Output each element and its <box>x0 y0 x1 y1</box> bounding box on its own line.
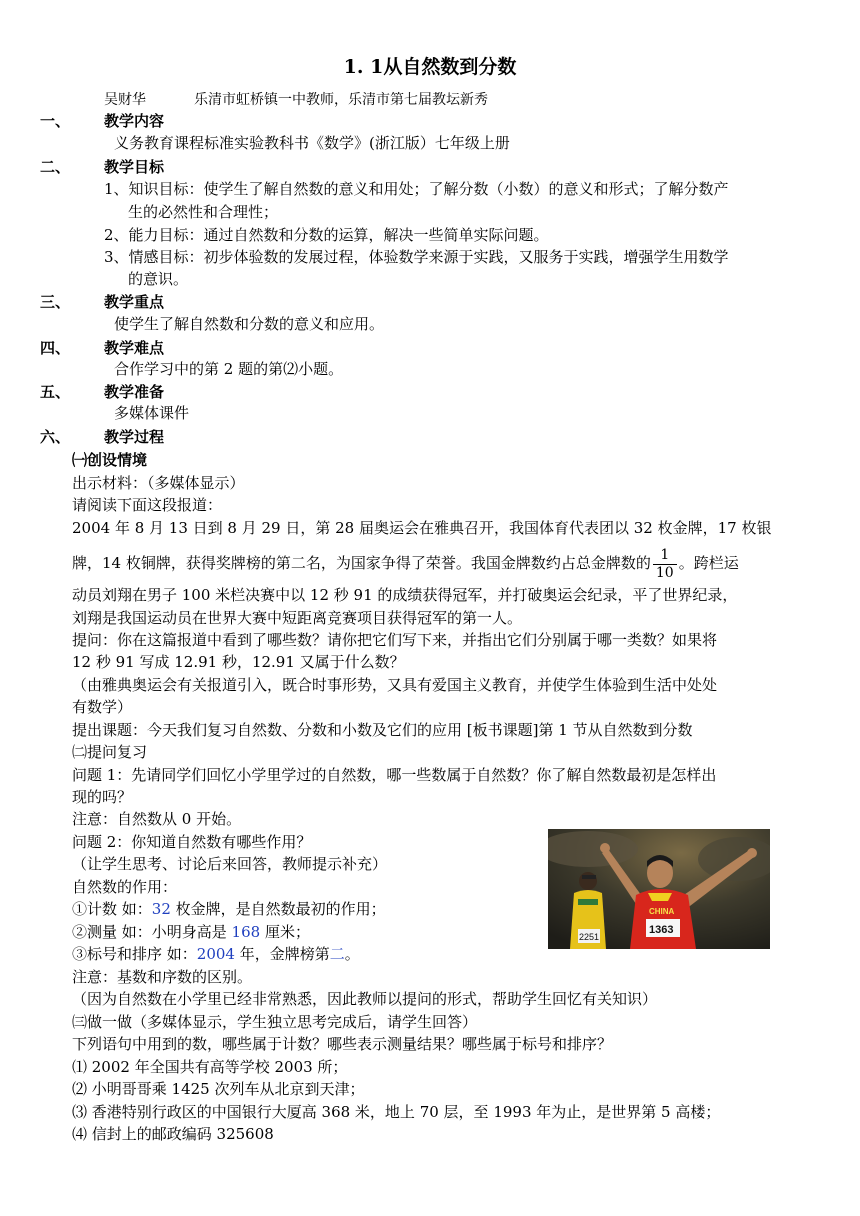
highlighted-number: 2004 <box>196 945 235 963</box>
athlete-photo-illustration <box>548 829 770 949</box>
section-5-text: 多媒体课件 <box>114 404 190 422</box>
process-line: 下列语句中用到的数，哪些属于计数？哪些表示测量结果？哪些属于标号和排序？ <box>72 1035 613 1053</box>
page-title: 1. 1从自然数到分数 <box>343 56 517 78</box>
process-part-2-title: ㈡提问复习 <box>72 743 148 761</box>
process-line: （因为自然数在小学里已经非常熟悉，因此教师以提问的形式，帮助学生回忆有关知识） <box>72 990 658 1008</box>
process-line: 注意：基数和序数的区别。 <box>72 968 253 986</box>
report-line-with-fraction <box>72 540 739 586</box>
goal-3-line-2: 的意识。 <box>128 270 189 288</box>
usage-text: 厘米； <box>260 923 310 941</box>
goal-2: 2、能力目标：通过自然数和分数的运算，解决一些简单实际问题。 <box>104 226 549 244</box>
fraction-numerator: 1 <box>653 547 677 565</box>
usage-labeling <box>72 943 360 965</box>
fraction-denominator: 10 <box>655 564 674 581</box>
section-4-number: 四、 <box>40 339 71 357</box>
section-3-number: 三、 <box>40 293 71 311</box>
section-5-number: 五、 <box>40 383 71 401</box>
section-5-heading: 教学准备 <box>104 383 165 401</box>
section-4-text: 合作学习中的第 2 题的第⑵小题。 <box>114 360 344 378</box>
process-part-1-title: ㈠创设情境 <box>72 451 148 469</box>
report-text: 。跨栏运 <box>678 554 739 572</box>
process-part-3-title: ㈢做一做（多媒体显示，学生独立思考完成后，请学生回答） <box>72 1013 478 1031</box>
process-line: 现的吗？ <box>72 788 133 806</box>
process-line: 出示材料：（多媒体显示） <box>72 474 245 492</box>
author-name: 吴财华 <box>104 92 146 108</box>
usage-counting <box>72 898 386 920</box>
usage-text: 年，金牌榜第 <box>234 945 330 963</box>
usage-text: 。 <box>344 945 360 963</box>
process-line: 12 秒 91 写成 12.91 秒，12.91 又属于什么数？ <box>72 653 405 671</box>
process-line: 提出课题：今天我们复习自然数、分数和小数及它们的应用 [板书课题]第 1 节从自然数到分数 <box>72 721 693 739</box>
exercise-item: ⑵ 小明哥哥乘 1425 次列车从北京到天津； <box>72 1080 365 1098</box>
process-line: 提问：你在这篇报道中看到了哪些数？请你把它们写下来，并指出它们分别属于哪一类数？如果将 <box>72 631 718 649</box>
process-line: 问题 2：你知道自然数有哪些作用？ <box>72 833 312 851</box>
section-3-heading: 教学重点 <box>104 293 165 311</box>
highlighted-number: 168 <box>231 923 261 941</box>
usage-text: 枚金牌，是自然数最初的作用； <box>170 900 386 918</box>
left-runner-bib: 2251 <box>579 932 600 942</box>
usage-text: ①计数 如： <box>72 900 152 918</box>
fraction <box>653 547 677 582</box>
goal-1-line-2: 生的必然性和合理性； <box>128 203 279 221</box>
exercise-item: ⑶ 香港特别行政区的中国银行大厦高 368 米，地上 70 层，至 1993 年为止，是世界第 5 高楼； <box>72 1103 721 1121</box>
exercise-item: ⑷ 信封上的邮政编码 325608 <box>72 1125 274 1143</box>
process-line: 请阅读下面这段报道： <box>72 496 223 514</box>
section-2-heading: 教学目标 <box>104 158 165 176</box>
author-description: 乐清市虹桥镇一中教师，乐清市第七届教坛新秀 <box>194 92 488 108</box>
section-2-number: 二、 <box>40 158 71 176</box>
process-line: 有数学） <box>72 698 133 716</box>
process-line: 注意：自然数从 0 开始。 <box>72 810 242 828</box>
section-1-number: 一、 <box>40 112 71 130</box>
process-line: （由雅典奥运会有关报道引入，既合时事形势，又具有爱国主义教育，并使学生体验到生活中处处 <box>72 676 718 694</box>
athlete-photo <box>548 829 770 949</box>
process-line: 动员刘翔在男子 100 米栏决赛中以 12 秒 91 的成绩获得冠军，并打破奥运会纪录，平了世界纪录， <box>72 586 738 604</box>
goal-3-line-1: 3、情感目标：初步体验数的发展过程，体验数学来源于实践，又服务于实践，增强学生用数学 <box>104 248 729 266</box>
highlighted-number: 二 <box>329 945 345 963</box>
shirt-text: CHINA <box>649 907 675 916</box>
usage-text: ③标号和排序 如： <box>72 945 197 963</box>
section-3-text: 使学生了解自然数和分数的意义和应用。 <box>114 315 385 333</box>
report-text: 牌，14 枚铜牌，获得奖牌榜的第二名，为国家争得了荣誉。我国金牌数约占总金牌数的 <box>72 554 651 572</box>
usage-measuring <box>72 921 310 943</box>
usage-text: ②测量 如：小明身高是 <box>72 923 232 941</box>
author-line <box>104 89 488 109</box>
highlighted-number: 32 <box>151 900 171 918</box>
section-1-text: 义务教育课程标准实验教科书《数学》(浙江版）七年级上册 <box>114 134 510 152</box>
section-1-heading: 教学内容 <box>104 112 165 130</box>
process-line: 刘翔是我国运动员在世界大赛中短距离竞赛项目获得冠军的第一人。 <box>72 609 523 627</box>
section-6-number: 六、 <box>40 428 71 446</box>
exercise-item: ⑴ 2002 年全国共有高等学校 2003 所； <box>72 1058 348 1076</box>
process-line: 自然数的作用： <box>72 878 178 896</box>
process-line: 问题 1：先请同学们回忆小学里学过的自然数，哪一些数属于自然数？你了解自然数最初是怎样出 <box>72 766 717 784</box>
section-6-heading: 教学过程 <box>104 428 165 446</box>
section-4-heading: 教学难点 <box>104 339 165 357</box>
goal-1-line-1: 1、知识目标：使学生了解自然数的意义和用处；了解分数（小数）的意义和形式；了解分数产 <box>104 180 729 198</box>
process-line: 2004 年 8 月 13 日到 8 月 29 日，第 28 届奥运会在雅典召开，我国体育代表团以 32 枚金牌，17 枚银 <box>72 519 772 537</box>
main-runner-bib: 1363 <box>649 924 674 936</box>
process-line: （让学生思考、讨论后来回答，教师提示补充） <box>72 855 388 873</box>
